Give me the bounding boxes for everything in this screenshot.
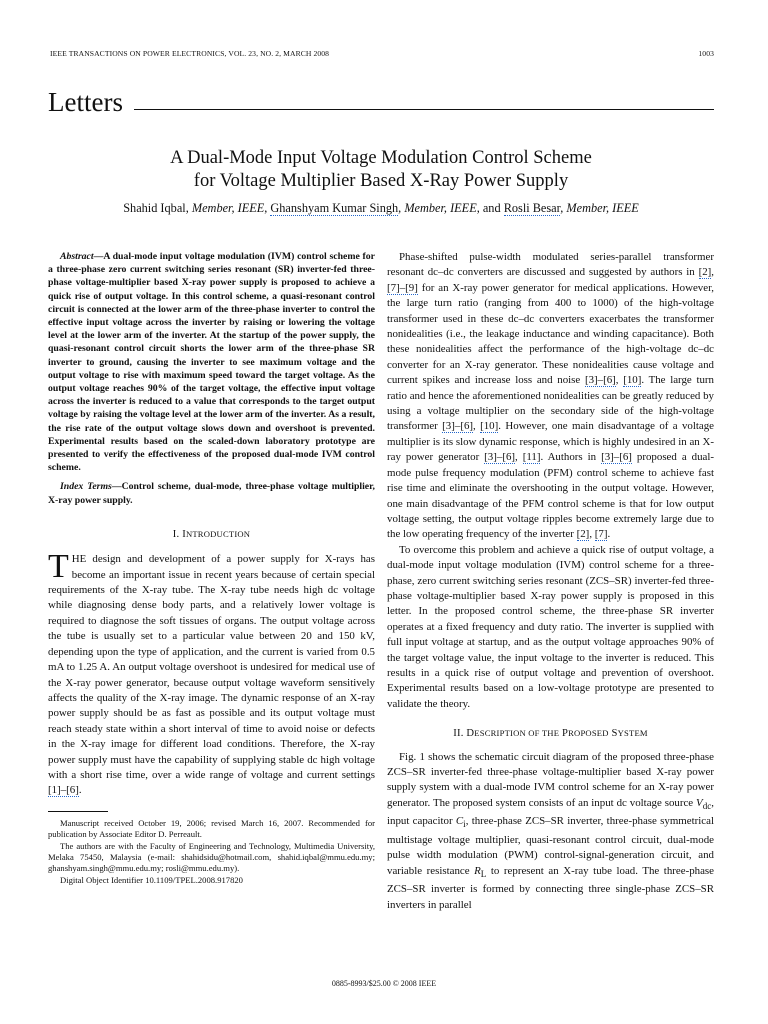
section-heading-introduction: I. INTRODUCTION bbox=[172, 528, 251, 540]
author-name[interactable]: Rosli Besar bbox=[503, 201, 561, 215]
footnote-affiliation: The authors are with the Faculty of Engineering and Technology, Multimedia University, Melaka 75450, Malaysia (e-mail: shahidsidu@hotmail.com, shahid.iqbal@mmu.edu.my; ghanshyam.singh@mmu.edu.my; rosli@mmu.edu.my). bbox=[48, 840, 375, 874]
paper-title bbox=[48, 147, 714, 193]
running-head bbox=[50, 49, 714, 58]
citation-link[interactable]: [3]–[6] bbox=[442, 420, 474, 433]
page-number: 1003 bbox=[698, 49, 714, 58]
citation-link[interactable]: [2] bbox=[576, 528, 590, 541]
footnote-doi: Digital Object Identifier 10.1109/TPEL.2008.917820 bbox=[60, 874, 243, 885]
index-terms-text: —Control scheme, dual-mode, three-phase voltage multiplier, X-ray power supply. bbox=[48, 481, 375, 506]
section-heading-description: II. DESCRIPTION OF THE PROPOSED SYSTEM bbox=[453, 728, 648, 740]
body-paragraph: Phase-shifted pulse-width modulated series-parallel transformer resonant dc–dc converters are discussed and suggested by authors in [2], [7]–[9] for an X-ray power generator for medical applications. However, the large turn ratio (ranging from 400 to 1000) of the high-voltage transformer used in these dc–dc converters exacerbates the transformer nonidealities (i.e., the leakage inductance and winding capacitance). Both these nonidealities affect the performance of the high-voltage dc–dc converter for an X-ray generator. These nonidealities cause voltage and current spikes and increase loss and noise [3]–[6], [10]. The large turn ratio and hence the aforementioned nonidealities can be greatly reduced by using a voltage multiplier on the secondary side of the high-voltage transformer [3]–[6], [10]. However, one main disadvantage of a voltage multiplier is its slow dynamic response, which is highly undesired in an X-ray power generator [3]–[6], [11]. Authors in [3]–[6] proposed a dual-mode pulse frequency modulation (PFM) control scheme to achieve fast rise time and eliminate the overshooting in the output voltage. However, one main disadvantage of the PFM control scheme is that for low output voltage setting, the output voltage ripples become extremely large due to the low operating frequency of the inverter [2], [7]. bbox=[387, 251, 715, 541]
journal-info: IEEE TRANSACTIONS ON POWER ELECTRONICS, VOL. 23, NO. 2, MARCH 2008 bbox=[50, 49, 330, 58]
citation-link[interactable]: [2] bbox=[698, 266, 712, 279]
citation-link[interactable]: [1]–[6] bbox=[48, 784, 79, 797]
abstract-text: —A dual-mode input voltage modulation (IVM) control scheme for a three-phase zero current switching series resonant (SR) inverter-fed three-phase voltage-multiplier based X-ray power supply is proposed to achieve a quick rise of output voltage. In this control scheme, a quasi-resonant control circuit is connected at the lower arm of the three-phase inverter to control the effective input voltage across the inverter by raising or lowering the voltage level at the lower arm of the inverter. At the startup of the power supply, the quasi-resonant control circuit shorts the lower arm of the three-phase SR inverter to ground, causing the inverter to see maximum voltage and the output voltage to rise with maximum speed toward the target voltage. As the output voltage reaches 90% of the target voltage, the effective input voltage across the inverter is reduced to a value that corresponds to the target output voltage by raising the voltage level at the lower arm of the inverter. As a result, the rise rate of the output voltage slows down and overshoot is prevented. Experimental results based on the scaled-down laboratory prototype are presented to verify the effectiveness of the proposed dual-mode IVM control scheme. bbox=[48, 251, 375, 474]
index-terms bbox=[48, 480, 375, 506]
right-column bbox=[387, 250, 714, 913]
citation-link[interactable]: [11] bbox=[522, 451, 541, 464]
title-line-1: A Dual-Mode Input Voltage Modulation Control Scheme bbox=[170, 148, 592, 168]
citation-link[interactable]: [7] bbox=[594, 528, 608, 541]
left-column bbox=[48, 250, 375, 886]
copyright-footer: 0885-8993/$25.00 © 2008 IEEE bbox=[331, 979, 437, 988]
footnote-rule bbox=[48, 811, 108, 812]
author-name[interactable]: Shahid Iqbal bbox=[123, 201, 186, 215]
author-name[interactable]: Ghanshyam Kumar Singh bbox=[270, 201, 399, 215]
math-symbol: C bbox=[455, 815, 464, 828]
author-list: Shahid Iqbal, Member, IEEE, Ghanshyam Kumar Singh, Member, IEEE, and Rosli Besar, Member, IEEE bbox=[123, 201, 639, 215]
body-paragraph: To overcome this problem and achieve a quick rise of output voltage, a dual-mode input voltage modulation (IVM) control scheme for a three-phase, zero current switching series resonant (ZCS–SR) inverter-fed three-phase voltage-multiplier based X-ray power supply is proposed in this letter. In the proposed control scheme, the three-phase SR inverter operates at a fixed frequency and duty ratio. The inverter is supplied with full input voltage at startup, and as the output voltage approaches 90% of the target voltage value, the input voltage to the inverter is reduced. This results in a quick rise of output voltage and prevention of overshoot. Experimental results based on a low-voltage prototype are presented to validate the theory. bbox=[387, 543, 714, 710]
section-title: Letters bbox=[48, 87, 123, 117]
author-role: Member, IEEE bbox=[191, 201, 265, 215]
abstract bbox=[48, 250, 375, 474]
math-symbol: V bbox=[696, 796, 703, 809]
citation-link[interactable]: [10] bbox=[623, 374, 642, 387]
citation-link[interactable]: [3]–[6] bbox=[601, 451, 632, 464]
author-role: Member, IEEE bbox=[566, 201, 639, 215]
index-terms-label: Index Terms bbox=[60, 481, 112, 493]
section-rule bbox=[134, 109, 714, 110]
drop-cap: T bbox=[48, 548, 69, 586]
author-role: Member, IEEE bbox=[404, 201, 477, 215]
citation-link[interactable]: [7]–[9] bbox=[387, 281, 418, 294]
citation-link[interactable]: [3]–[6] bbox=[484, 451, 516, 464]
math-symbol: R bbox=[474, 864, 481, 877]
body-paragraph: Fig. 1 shows the schematic circuit diagram of the proposed three-phase ZCS–SR inverter-fed three-phase voltage-multiplier based X-ray power supply system with a dual-mode IVM control scheme for an X-ray power generator. The proposed system consists of an input dc voltage source $V_{dc}$, input capacitor $C_i$, three-phase ZCS–SR inverter, three-phase symmetrical multistage voltage multiplier, quasi-resonant control circuit, dual-mode pulse width modulation (PWM) control-signal-generation circuit, and variable resistance $R_L$ to represent an X-ray tube load. The three-phase ZCS–SR inverter is formed by connecting three single-phase ZCS–SR inverters in parallel bbox=[387, 750, 714, 911]
footnote-manuscript: Manuscript received October 19, 2006; revised March 16, 2007. Recommended for publication by Associate Editor D. Perreault. bbox=[48, 817, 375, 840]
abstract-label: Abstract bbox=[60, 251, 94, 262]
title-line-2: for Voltage Multiplier Based X-Ray Power Supply bbox=[193, 171, 569, 191]
citation-link[interactable]: [3]–[6] bbox=[584, 374, 616, 387]
citation-link[interactable]: [10] bbox=[480, 420, 499, 433]
intro-paragraph: THE design and development of a power supply for X-rays has become an important issue in recent years because of certain special requirements of the X-ray tube. The X-ray tube needs high dc voltage while diagnosing dense body parts, and a relatively lower voltage is required to diagnose the soft tissues of organs. The output voltage across the tube is usually set to a particular value between 20 and 150 kV, depending upon the type of application, and the current is varied from 0.5 mA to 1.25 A. An output voltage overshoot is undesired for medical use of the X-ray power generator, because output voltage waveform sensitively affects the quality of the X-ray image. The dynamic response of an X-ray power supply should be as fast as possible and its output voltage must reach steady state within a short interval of time to avoid noise or defects in the X-ray image for different load conditions. Therefore, the X-ray power supply must have the capability of supplying stable dc high voltage with a short rise time, over a wide range of voltage and current settings [1]–[6]. bbox=[48, 548, 375, 797]
